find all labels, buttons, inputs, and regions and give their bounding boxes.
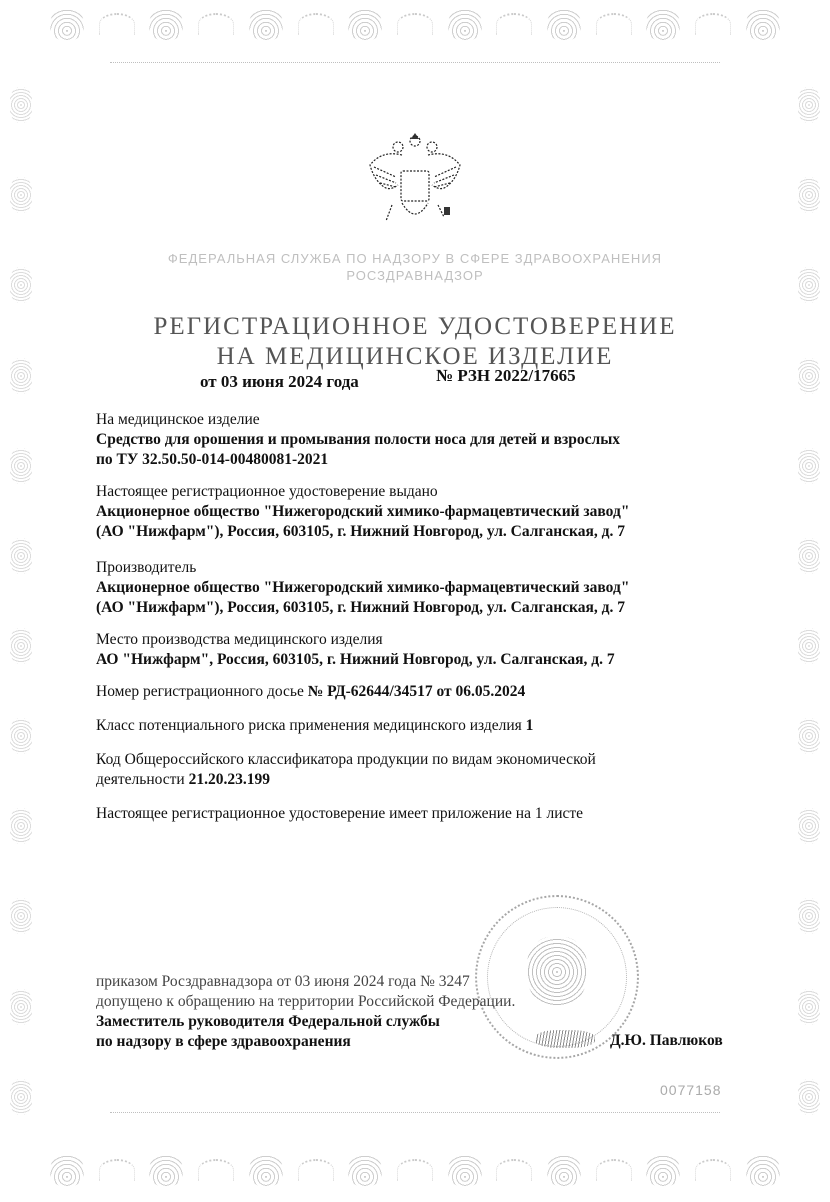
guilloche-ornament-icon [298,1159,334,1181]
guilloche-ornament-icon [695,1159,731,1181]
guilloche-ornament-icon [249,7,283,41]
guilloche-ornament-icon [798,448,820,484]
guilloche-ornament-icon [298,13,334,35]
signer-name: Д.Ю. Павлюков [610,1032,723,1049]
guilloche-ornament-icon [746,1153,780,1187]
guilloche-ornament-icon [798,267,820,303]
guilloche-ornament-icon [397,1159,433,1181]
guilloche-ornament-icon [496,13,532,35]
serial-number: 0077158 [660,1082,722,1098]
guilloche-ornament-icon [746,7,780,41]
field-appendix [96,804,736,824]
field-value: Акционерное общество "Нижегородский химико-фармацевтический завод" [96,579,630,596]
title-line-2: НА МЕДИЦИНСКОЕ ИЗДЕЛИЕ [216,343,614,370]
guilloche-ornament-icon [149,1153,183,1187]
field-value: 21.20.23.199 [188,771,270,788]
guilloche-ornament-icon [646,1153,680,1187]
guilloche-ornament-icon [249,1153,283,1187]
page-title [100,312,730,372]
agency-name: ФЕДЕРАЛЬНАЯ СЛУЖБА ПО НАДЗОРУ В СФЕРЕ ЗДРАВООХРАНЕНИЯ [167,251,663,266]
guilloche-ornament-icon [50,7,84,41]
field-okpd [96,750,736,790]
guilloche-ornament-icon [10,808,32,844]
russian-coat-of-arms-icon [362,125,468,235]
guilloche-ornament-icon [10,267,32,303]
guilloche-ornament-icon [348,7,382,41]
guilloche-ornament-icon [798,177,820,213]
field-value: по ТУ 32.50.50-014-00480081-2021 [96,451,329,468]
guilloche-ornament-icon [10,1079,32,1115]
guilloche-ornament-icon [10,538,32,574]
field-label: На медицинское изделие [96,411,260,428]
guilloche-ornament-icon [10,177,32,213]
guilloche-ornament-icon [10,448,32,484]
guilloche-ornament-icon [798,989,820,1025]
guilloche-ornament-icon [798,1079,820,1115]
divider [110,1112,720,1113]
signature-block [96,972,515,1052]
guilloche-ornament-icon [348,1153,382,1187]
order-line: приказом Росздравнадзора от 03 июня 2024 года № 3247 [96,973,470,990]
issue-date: от 03 июня 2024 года [200,372,359,391]
field-value: № РД-62644/34517 от 06.05.2024 [307,683,526,700]
field-label: Номер регистрационного досье [96,683,308,700]
field-label: Место производства медицинского изделия [96,631,383,648]
guilloche-ornament-icon [10,898,32,934]
signer-role: Заместитель руководителя Федеральной службы [96,1013,440,1030]
guilloche-ornament-icon [448,1153,482,1187]
field-label: Настоящее регистрационное удостоверение выдано [96,483,438,500]
guilloche-ornament-icon [10,628,32,664]
handwritten-signature [535,1030,595,1048]
guilloche-ornament-icon [798,358,820,394]
guilloche-ornament-icon [547,7,581,41]
decorative-border-left [6,60,36,1142]
guilloche-ornament-icon [798,87,820,123]
field-production-site [96,630,736,670]
field-value: АО "Нижфарм", Россия, 603105, г. Нижний Новгород, ул. Салганская, д. 7 [96,651,615,668]
guilloche-ornament-icon [596,13,632,35]
guilloche-ornament-icon [198,1159,234,1181]
field-label: Класс потенциального риска применения медицинского изделия [96,717,526,734]
signer-role: по надзору в сфере здравоохранения [96,1033,351,1050]
field-value: (АО "Нижфарм"), Россия, 603105, г. Нижний Новгород, ул. Салганская, д. 7 [96,523,625,540]
guilloche-ornament-icon [798,718,820,754]
guilloche-ornament-icon [10,989,32,1025]
guilloche-ornament-icon [695,13,731,35]
field-label: Настоящее регистрационное удостоверение имеет приложение на 1 листе [96,805,584,822]
field-device [96,410,736,470]
guilloche-ornament-icon [496,1159,532,1181]
field-value: Акционерное общество "Нижегородский химико-фармацевтический завод" [96,503,630,520]
decorative-border-top [50,4,780,44]
order-line: допущено к обращению на территории Российской Федерации. [96,993,516,1010]
decorative-border-right [794,60,824,1142]
guilloche-ornament-icon [99,13,135,35]
guilloche-ornament-icon [448,7,482,41]
guilloche-ornament-icon [798,898,820,934]
decorative-border-bottom [50,1150,780,1190]
field-manufacturer [96,558,736,618]
guilloche-ornament-icon [596,1159,632,1181]
guilloche-ornament-icon [10,358,32,394]
title-line-1: РЕГИСТРАЦИОННОЕ УДОСТОВЕРЕНИЕ [153,313,677,340]
guilloche-ornament-icon [198,13,234,35]
guilloche-ornament-icon [798,538,820,574]
guilloche-ornament-icon [99,1159,135,1181]
guilloche-ornament-icon [547,1153,581,1187]
guilloche-ornament-icon [397,13,433,35]
field-label: деятельности [96,771,189,788]
agency-short-name: РОСЗДРАВНАДЗОР [346,268,484,283]
field-risk-class [96,716,736,736]
seal-emblem-icon [527,937,587,1007]
agency-header [100,250,730,284]
field-label: Код Общероссийского классификатора продукции по видам экономической [96,751,596,768]
guilloche-ornament-icon [798,628,820,664]
guilloche-ornament-icon [646,7,680,41]
field-label: Производитель [96,559,197,576]
field-value: 1 [525,717,534,734]
guilloche-ornament-icon [50,1153,84,1187]
field-value: (АО "Нижфарм"), Россия, 603105, г. Нижний Новгород, ул. Салганская, д. 7 [96,599,625,616]
field-value: Средство для орошения и промывания полости носа для детей и взрослых [96,431,621,448]
guilloche-ornament-icon [798,808,820,844]
guilloche-ornament-icon [149,7,183,41]
field-dossier [96,682,736,702]
guilloche-ornament-icon [10,87,32,123]
field-issued-to [96,482,736,542]
divider [110,62,720,63]
guilloche-ornament-icon [10,718,32,754]
registration-number: № РЗН 2022/17665 [436,366,576,385]
